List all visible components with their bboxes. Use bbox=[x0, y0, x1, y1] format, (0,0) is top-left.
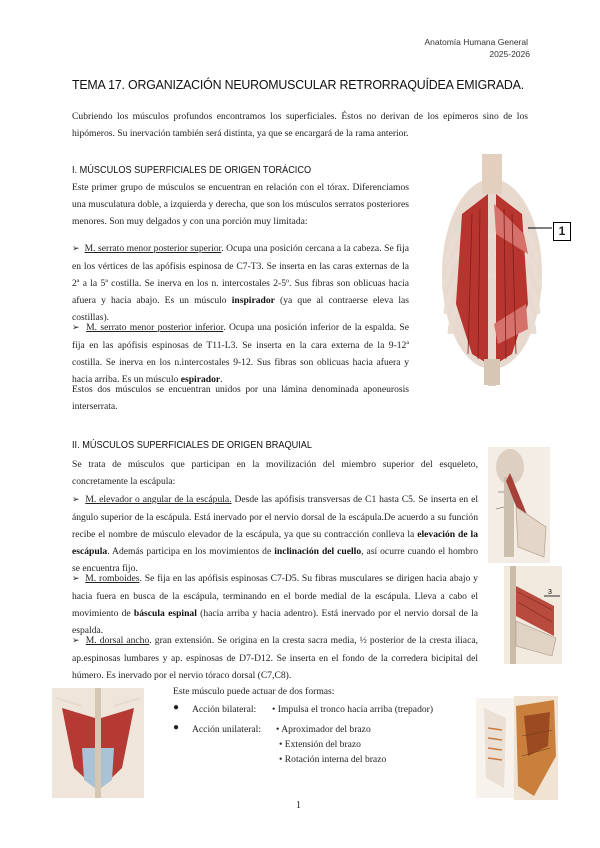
muscle-name: M. serrato menor posterior superior bbox=[84, 243, 222, 254]
section2-item3: ➢ M. dorsal ancho. gran extensión. Se origina en la cresta sacra media, ½ posterior de la cresta iliaca, ap.espinosas lumbares y ap. espinosas de D7-D12. Se inserta en el fondo de la corredera bicipital del húmero. Es inervado por el nervio tóraco dorsal (C7,C8). bbox=[72, 635, 478, 681]
rhomboid-illustration bbox=[504, 566, 562, 664]
section2-intro: Se trata de músculos que participan en la movilización del miembro superior del esqueleto, concretamente la escápula: bbox=[72, 459, 478, 487]
forms-intro: Este músculo puede actuar de dos formas: bbox=[173, 686, 335, 697]
muscle-name: M. dorsal ancho bbox=[85, 635, 150, 646]
serratus-illustration bbox=[432, 154, 552, 388]
arrow-bullet-icon: ➢ bbox=[72, 636, 80, 646]
course-name: Anatomía Humana General bbox=[424, 37, 528, 47]
latissimus-side-illustration bbox=[476, 698, 514, 798]
section1-item2: ➢ M. serrato menor posterior inferior. Ocupa una posición inferior de la espalda. Se fija en las apófisis espinosas de T11-L3. Se inserta en la cara externa de la 9-12ª costilla. Se inerva en los n.intercostales 9-12. Sus fibras son oblicuas hacia afuera y hacia arriba. Es un músculo espirador. bbox=[72, 322, 409, 385]
section2-item1: ➢ M. elevador o angular de la escápula. Desde las apófisis transversas de C1 hasta C5. Se inserta en el ángulo superior de la escápula. Está inervado por el nervio dorsal de la escápula.De acuerdo a su función recibe el nombre de músculo elevador de la escápula, ya que su contracción conlleva la elevación de la escápula. Además participa en los movimientos de inclinación del cuello, así ocurre cuando el hombro se encuentra fijo. bbox=[72, 494, 479, 574]
bullet-dot-icon: ● bbox=[173, 722, 180, 733]
arrow-bullet-icon: ➢ bbox=[72, 574, 80, 584]
section2-item2: ➢ M. romboides. Se fija en las apófisis espinosas C7-D5. Su fibras musculares se dirigen hacia abajo y hacia fuera en busca de la escápula, terminando en el borde medial de la escápula. Lleva a cabo el movimiento de báscula espinal (hacia arriba y hacia adentro). Está inervado por el nervio dorsal de la espalda. bbox=[72, 573, 478, 636]
arrow-bullet-icon: ➢ bbox=[72, 495, 80, 505]
bullet-dot-icon: ● bbox=[173, 702, 180, 713]
page-header bbox=[425, 36, 528, 60]
bilateral-label: Acción bilateral: bbox=[192, 704, 257, 715]
academic-year: 2025-2026 bbox=[489, 49, 530, 59]
section1-closing: Estos dos músculos se encuentran unidos por una lámina denominada aponeurosis interserrata. bbox=[72, 384, 409, 412]
intro-paragraph: Cubriendo los músculos profundos encontramos los superficiales. Éstos no derivan de los epímeros sino de los hipómeros. Su inervación también será distinta, ya que se encargará de la rama anterior. bbox=[72, 111, 528, 139]
arrow-bullet-icon: ➢ bbox=[72, 244, 80, 254]
unilateral-item: • Extensión del brazo bbox=[279, 739, 361, 750]
muscle-name: M. elevador o angular de la escápula. bbox=[85, 494, 232, 505]
bilateral-item: • Impulsa el tronco hacia arriba (trepador) bbox=[272, 704, 434, 715]
section1-item1: ➢ M. serrato menor posterior superior. Ocupa una posición cercana a la cabeza. Se fija en los vértices de las apófisis espinosa de C7-T3. Se inserta en las caras externas de la 2ª a la 5ª costilla. Se inerva en los n. intercostales 2-5º. Sus fibras son oblicuas hacia afuera y hacia abajo. Es un músculo inspirador (ya que al contraerse eleva las costillas). bbox=[72, 243, 410, 323]
unilateral-label: Acción unilateral: bbox=[192, 724, 261, 735]
levator-scapulae-illustration bbox=[488, 447, 550, 563]
figure-callout-1: 1 bbox=[553, 222, 571, 241]
latissimus-back-illustration bbox=[52, 688, 144, 798]
unilateral-item: • Rotación interna del brazo bbox=[279, 754, 387, 765]
muscle-name: M. serrato menor posterior inferior bbox=[86, 322, 224, 333]
muscle-name: M. romboides bbox=[85, 573, 140, 584]
arrow-bullet-icon: ➢ bbox=[72, 323, 80, 333]
section1-heading: I. MÚSCULOS SUPERFICIALES DE ORIGEN TORÁCICO bbox=[72, 165, 312, 176]
page-number: 1 bbox=[296, 800, 301, 811]
section2-heading: II. MÚSCULOS SUPERFICIALES DE ORIGEN BRAQUIAL bbox=[72, 440, 312, 451]
page-title: TEMA 17. ORGANIZACIÓN NEUROMUSCULAR RETRORRAQUÍDEA EMIGRADA. bbox=[72, 77, 524, 92]
latissimus-arm-illustration bbox=[514, 696, 558, 800]
figure-label-3: 3 bbox=[548, 589, 552, 596]
unilateral-item: • Aproximador del brazo bbox=[276, 724, 371, 735]
section1-intro: Este primer grupo de músculos se encuentran en relación con el tórax. Diferenciamos una musculatura doble, a izquierda y derecha, que son los músculos serratos posteriores menores. Son muy delgados y con una porción muy limitada: bbox=[72, 182, 409, 227]
